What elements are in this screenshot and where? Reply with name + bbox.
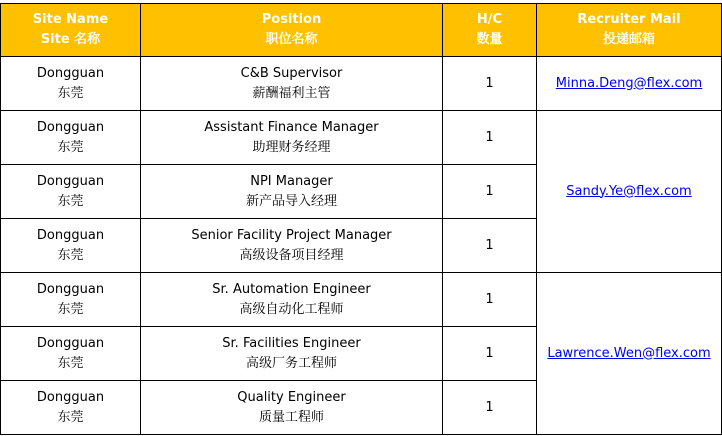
site-cell: [1, 381, 141, 435]
site-name-zh: 东莞: [57, 301, 84, 317]
headcount-cell: 1: [443, 111, 537, 165]
position-en: Sr. Automation Engineer: [212, 281, 371, 297]
site-name-zh: 东莞: [57, 409, 84, 425]
mail-cell: [537, 57, 722, 111]
table-row: [1, 111, 722, 165]
site-cell: [1, 327, 141, 381]
position-en: C&B Supervisor: [240, 65, 343, 81]
recruiter-email-link[interactable]: Minna.Deng@flex.com: [555, 75, 703, 91]
headcount-cell: 1: [443, 57, 537, 111]
site-cell: [1, 111, 141, 165]
site-cell: [1, 57, 141, 111]
site-name-en: Dongguan: [36, 389, 105, 405]
header-site-name: [1, 4, 141, 57]
site-name-zh: 东莞: [57, 193, 84, 209]
headcount-cell: 1: [443, 165, 537, 219]
position-zh: 新产品导入经理: [245, 193, 337, 209]
header-position-zh: 职位名称: [265, 32, 318, 47]
site-name-en: Dongguan: [36, 119, 105, 135]
position-zh: 薪酬福利主管: [252, 85, 331, 101]
table-row: [1, 57, 722, 111]
position-zh: 高级设备项目经理: [239, 247, 344, 263]
headcount-cell: 1: [443, 219, 537, 273]
mail-cell: [537, 111, 722, 273]
site-name-en: Dongguan: [36, 227, 105, 243]
position-zh: 高级自动化工程师: [239, 301, 344, 317]
position-cell: [141, 273, 443, 327]
header-mail-en: Recruiter Mail: [577, 12, 681, 27]
position-cell: [141, 111, 443, 165]
position-zh: 质量工程师: [258, 409, 324, 425]
site-cell: [1, 165, 141, 219]
header-site-en: Site Name: [32, 12, 109, 27]
recruiter-email-link[interactable]: Sandy.Ye@flex.com: [566, 183, 692, 199]
header-site-zh: Site 名称: [40, 32, 101, 47]
position-zh: 助理财务经理: [252, 139, 331, 155]
header-hc-zh: 数量: [476, 32, 503, 47]
site-name-en: Dongguan: [36, 65, 105, 81]
position-cell: [141, 219, 443, 273]
header-recruiter-mail: [537, 4, 722, 57]
site-name-zh: 东莞: [57, 355, 84, 371]
site-name-zh: 东莞: [57, 139, 84, 155]
position-en: NPI Manager: [250, 173, 333, 189]
headcount-cell: 1: [443, 381, 537, 435]
position-en: Sr. Facilities Engineer: [222, 335, 361, 351]
header-mail-zh: 投递邮箱: [602, 32, 655, 47]
position-cell: [141, 381, 443, 435]
site-cell: [1, 219, 141, 273]
site-name-zh: 东莞: [57, 247, 84, 263]
header-row: [1, 4, 722, 57]
site-name-en: Dongguan: [36, 281, 105, 297]
header-headcount: [443, 4, 537, 57]
mail-cell: [537, 273, 722, 435]
position-zh: 高级厂务工程师: [245, 355, 337, 371]
header-position: [141, 4, 443, 57]
headcount-cell: 1: [443, 327, 537, 381]
site-name-en: Dongguan: [36, 335, 105, 351]
position-cell: [141, 57, 443, 111]
table-row: [1, 273, 722, 327]
site-name-zh: 东莞: [57, 85, 84, 101]
header-position-en: Position: [261, 12, 322, 27]
recruiter-email-link[interactable]: Lawrence.Wen@flex.com: [547, 345, 711, 361]
position-en: Quality Engineer: [237, 389, 346, 405]
headcount-cell: 1: [443, 273, 537, 327]
site-cell: [1, 273, 141, 327]
recruitment-table: [0, 3, 722, 435]
position-en: Senior Facility Project Manager: [191, 227, 392, 243]
position-cell: [141, 165, 443, 219]
position-en: Assistant Finance Manager: [204, 119, 379, 135]
site-name-en: Dongguan: [36, 173, 105, 189]
header-hc-en: H/C: [476, 12, 503, 27]
position-cell: [141, 327, 443, 381]
